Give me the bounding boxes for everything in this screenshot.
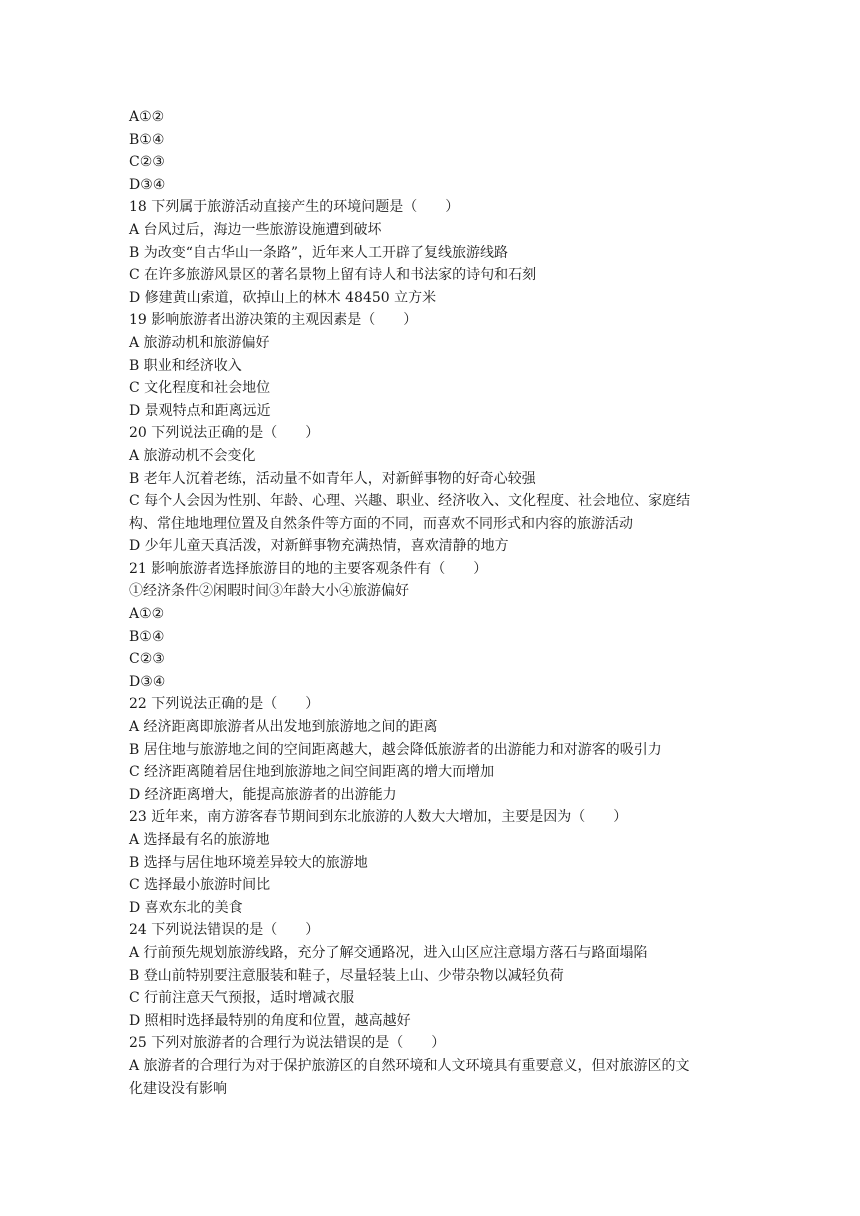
text-line: A 选择最有名的旅游地 [129,832,270,848]
text-line: 23 近年来，南方游客春节期间到东北旅游的人数大大增加，主要是因为（ ） [129,809,628,826]
text-line: B 选择与居住地环境差异较大的旅游地 [129,854,368,871]
text-line: 构、常住地地理位置及自然条件等方面的不同，而喜欢不同形式和内容的旅游活动 [129,515,633,532]
text-line: C 经济距离随着居住地到旅游地之间空间距离的增大而增加 [129,764,495,781]
text-line: D③④ [129,673,166,690]
text-line: 19 影响旅游者出游决策的主观因素是（ ） [129,312,418,329]
text-line: D 景观特点和距离远近 [129,402,271,419]
text-line: 20 下列说法正确的是（ ） [129,425,320,442]
text-line: ①经济条件②闲暇时间③年龄大小④旅游偏好 [129,583,409,600]
text-line: 25 下列对旅游者的合理行为说法错误的是（ ） [129,1035,446,1052]
text-line: B 登山前特别要注意服装和鞋子，尽量轻装上山、少带杂物以减轻负荷 [129,967,564,984]
text-line: B 老年人沉着老练，活动量不如青年人，对新鲜事物的好奇心较强 [129,470,536,487]
text-line: D 喜欢东北的美食 [129,899,243,916]
text-line: A 旅游动机和旅游偏好 [129,334,270,351]
text-line: D③④ [129,176,166,193]
text-line: C 在许多旅游风景区的著名景物上留有诗人和书法家的诗句和石刻 [129,267,537,284]
text-line: A 旅游者的合理行为对于保护旅游区的自然环境和人文环境具有重要意义，但对旅游区的文 [129,1057,690,1074]
text-line: 24 下列说法错误的是（ ） [129,922,320,939]
text-line: A 经济距离即旅游者从出发地到旅游地之间的距离 [129,719,438,736]
text-line: C 文化程度和社会地位 [129,380,271,397]
text-line: D 照相时选择最特别的角度和位置，越高越好 [129,1012,411,1029]
text-line: D 少年儿童天真活泼，对新鲜事物充满热情，喜欢清静的地方 [129,538,509,555]
text-line: C 每个人会因为性别、年龄、心理、兴趣、职业、经济收入、文化程度、社会地位、家庭结 [129,493,691,510]
text-line: C 选择最小旅游时间比 [129,877,271,894]
text-line: A①② [129,606,165,623]
text-line: C②③ [129,154,165,171]
text-line: A①② [129,109,165,125]
text-line: 21 影响旅游者选择旅游目的地的主要客观条件有（ ） [129,560,488,577]
text-line: B 为改变“自古华山一条路”，近年来人工开辟了复线旅游线路 [129,244,509,261]
text-line: A 行前预先规划旅游线路，充分了解交通路况，进入山区应注意塌方落石与路面塌陷 [129,944,648,961]
text-line: C②③ [129,651,165,668]
text-line: B 职业和经济收入 [129,357,242,374]
text-line: 18 下列属于旅游活动直接产生的环境问题是（ ） [129,199,460,216]
text-line: D 经济距离增大，能提高旅游者的出游能力 [129,786,397,803]
text-line: 22 下列说法正确的是（ ） [129,696,320,713]
text-line: A 台风过后，海边一些旅游设施遭到破坏 [129,221,382,238]
text-line: C 行前注意天气预报，适时增减衣服 [129,990,355,1007]
text-line: B①④ [129,628,165,645]
text-line: B①④ [129,131,165,148]
text-line: A 旅游动机不会变化 [129,447,256,464]
document-page [129,106,729,1100]
text-line: 化建设没有影响 [129,1080,227,1097]
text-line: B 居住地与旅游地之间的空间距离越大，越会降低旅游者的出游能力和对游客的吸引力 [129,741,662,758]
text-line: D 修建黄山索道，砍掉山上的林木 48450 立方米 [129,289,437,306]
